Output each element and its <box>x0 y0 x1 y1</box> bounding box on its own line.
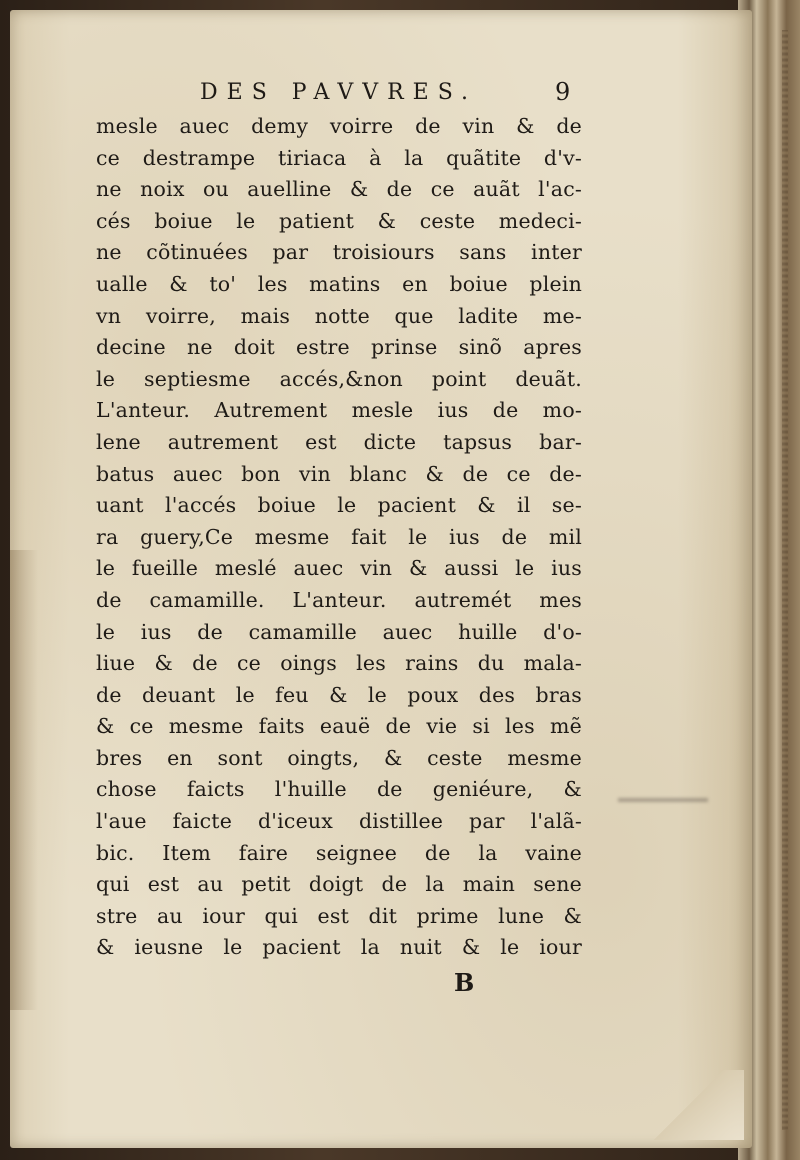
text-line: qui est au petit doigt de la main sene <box>96 872 582 897</box>
ink-bleed-through <box>618 798 708 802</box>
text-line: mesle auec demy voirre de vin & de <box>96 114 582 138</box>
text-line: & ce mesme faits eauë de vie si les mẽ <box>96 714 582 739</box>
book-page <box>10 10 752 1148</box>
text-line: stre au iour qui est dit prime lune & <box>96 903 582 928</box>
folded-corner <box>634 1070 744 1140</box>
text-line: ne cõtinuées par troisiours sans inter <box>96 240 582 265</box>
text-line: le fueille meslé auec vin & aussi le ius <box>96 556 582 581</box>
page-edges <box>782 30 788 1130</box>
page-number: 9 <box>555 78 571 106</box>
text-line: batus auec bon vin blanc & de ce de- <box>96 461 582 486</box>
text-line: L'anteur. Autrement mesle ius de mo- <box>96 398 582 423</box>
text-line: cés boiue le patient & ceste medeci- <box>96 208 582 233</box>
text-line: bres en sont oingts, & ceste mesme <box>96 745 582 770</box>
text-line: de deuant le feu & le poux des bras <box>96 682 582 707</box>
text-line: le ius de camamille auec huille d'o- <box>96 619 582 644</box>
text-line: ce destrampe tiriaca à la quãtite d'v- <box>96 145 582 170</box>
text-line: decine ne doit estre prinse sinõ apres <box>96 335 582 360</box>
text-line: bic. Item faire seignee de la vaine <box>96 840 582 865</box>
text-line: ne noix ou auelline & de ce auãt l'ac- <box>96 177 582 202</box>
text-line: l'aue faicte d'iceux distillee par l'alã- <box>96 809 582 834</box>
text-line: le septiesme accés,&non point deuãt. <box>96 366 582 391</box>
text-line: lene autrement est dicte tapsus bar- <box>96 429 582 454</box>
text-line: chose faicts l'huille de geniéure, & <box>96 777 582 802</box>
body-text <box>96 111 582 964</box>
text-line: vn voirre, mais notte que ladite me- <box>96 303 582 328</box>
text-line: liue & de ce oings les rains du mala- <box>96 651 582 676</box>
text-line: uant l'accés boiue le pacient & il se- <box>96 493 582 518</box>
page-stain <box>10 550 38 1010</box>
text-line: & ieusne le pacient la nuit & le iour <box>96 935 582 960</box>
text-line: de camamille. L'anteur. autremét mes <box>96 587 582 612</box>
text-line: ra guery,Ce mesme fait le ius de mil <box>96 524 582 549</box>
running-title: DES PAVVRES. <box>200 80 478 105</box>
text-line: ualle & to' les matins en boiue plein <box>96 271 582 296</box>
signature-mark: B <box>454 968 475 997</box>
